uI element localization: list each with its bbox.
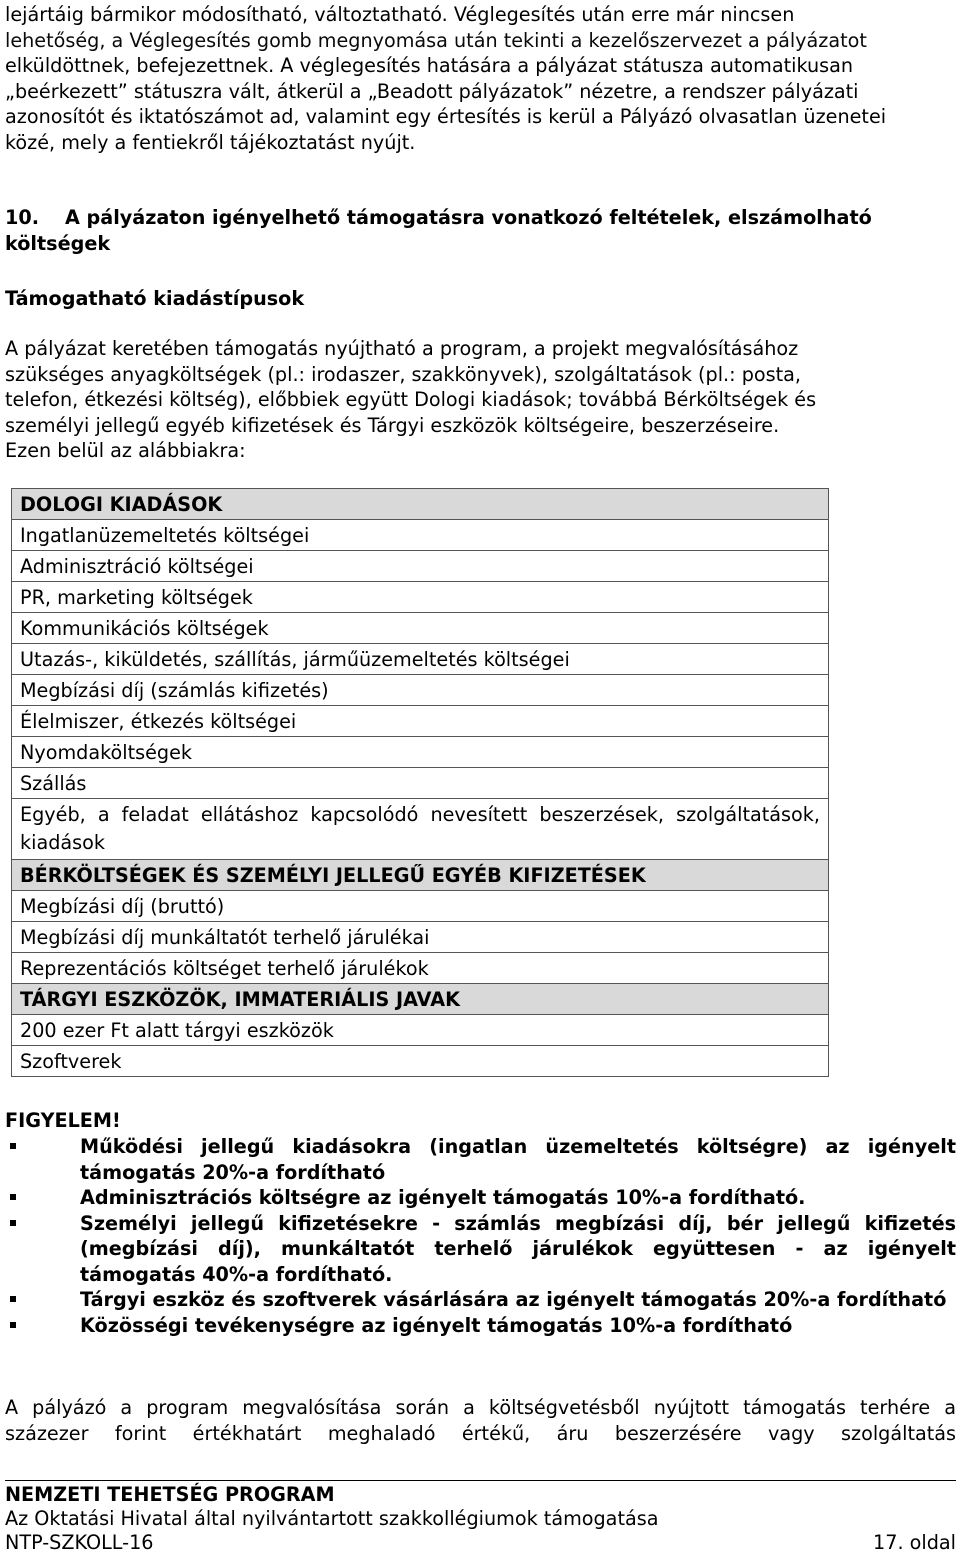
warning-list [5,1134,956,1338]
footer-program: NEMZETI TEHETSÉG PROGRAM [5,1483,335,1506]
support-line: szükséges anyagköltségek (pl.: irodaszer, szakkönyvek), szolgáltatások (pl.: posta, [5,362,801,386]
table-cell: Reprezentációs költséget terhelő járulékok [12,953,829,984]
intro-to-table: Ezen belül az alábbiakra: [5,439,246,462]
table-cell: Adminisztráció költségei [12,551,829,582]
table-cell: Megbízási díj (bruttó) [12,891,829,922]
table-cell: Megbízási díj (számlás kifizetés) [12,675,829,706]
square-bullet-icon [10,1143,16,1149]
table-row [12,551,829,582]
table-cell: Szállás [12,768,829,799]
warning-item: Tárgyi eszköz és szoftverek vásárlására az igényelt támogatás 20%-a fordítható [5,1287,956,1313]
intro-line: elküldöttnek, befejezettnek. A véglegesítés hatására a pályázat státusza automatikusan [5,54,854,77]
table-section-header-row [12,984,829,1015]
table-row [12,582,829,613]
table-row [12,953,829,984]
table-cell: Nyomdaköltségek [12,737,829,768]
table-section-header: BÉRKÖLTSÉGEK ÉS SZEMÉLYI JELLEGŰ EGYÉB KIFIZETÉSEK [12,860,829,891]
table-row [12,1015,829,1046]
table-row [12,675,829,706]
intro-line: „beérkezett” státuszra vált, átkerül a „Beadott pályázatok” nézetre, a rendszer pályázati [5,79,859,103]
footer-subtitle: Az Oktatási Hivatal által nyilvántartott szakkollégiumok támogatása [5,1507,659,1530]
support-line: személyi jellegű egyéb kifizetések és Tárgyi eszközök költségeire, beszerzéseire. [5,413,780,437]
table-cell: Élelmiszer, étkezés költségei [12,706,829,737]
table-row [12,520,829,551]
page-number: 17. oldal [873,1531,956,1554]
table-row [12,891,829,922]
table-cell: Szoftverek [12,1046,829,1077]
table-row [12,799,829,860]
table-section-header: TÁRGYI ESZKÖZÖK, IMMATERIÁLIS JAVAK [12,984,829,1015]
subheading: Támogatható kiadástípusok [5,287,305,310]
table-cell: Megbízási díj munkáltatót terhelő járulékai [12,922,829,953]
square-bullet-icon [10,1322,16,1328]
square-bullet-icon [10,1194,16,1200]
table-cell: 200 ezer Ft alatt tárgyi eszközök [12,1015,829,1046]
page-footer [5,1480,956,1555]
closing-line: A pályázó a program megvalósítása során a költségvetésből nyújtott támogatás terhére a [5,1396,956,1419]
table-cell: Kommunikációs költségek [12,613,829,644]
table-section-header: DOLOGI KIADÁSOK [12,489,829,520]
footer-code: NTP-SZKOLL-16 [5,1531,154,1554]
square-bullet-icon [10,1296,16,1302]
table-cell: Utazás-, kiküldetés, szállítás, járműüzemeltetés költségei [12,644,829,675]
intro-line: lehetőség, a Véglegesítés gomb megnyomása után tekinti a kezelőszervezet a pályázatot [5,28,867,52]
cost-category-table [11,488,829,1077]
table-section-header-row [12,860,829,891]
table-row [12,644,829,675]
section-title: A pályázaton igényelhető támogatásra vonatkozó feltételek, elszámolható [65,206,872,229]
warning-item: Adminisztrációs költségre az igényelt támogatás 10%-a fordítható. [5,1185,956,1211]
closing-paragraph [5,1395,956,1446]
intro-paragraph [5,2,956,155]
section-number: 10. [5,206,39,229]
footer-rule [5,1480,956,1481]
warning-item: Személyi jellegű kifizetésekre - számlás megbízási díj, bér jellegű kifizetés (megbízási díj), munkáltatót terhelő járulékok együttesen - az igényelt támogatás 40%-a fordítható. [5,1211,956,1288]
warning-item: Működési jellegű kiadásokra (ingatlan üzemeltetés költségre) az igényelt támogatás 20%-a fordítható [5,1134,956,1185]
support-line: telefon, étkezési költség), előbbiek együtt Dologi kiadások; továbbá Bérköltségek és [5,388,817,411]
table-cell: Ingatlanüzemeltetés költségei [12,520,829,551]
table-row [12,1046,829,1077]
table-row [12,922,829,953]
support-paragraph [5,336,956,438]
table-cell: PR, marketing költségek [12,582,829,613]
table-row [12,613,829,644]
intro-line: azonosítót és iktatószámot ad, valamint egy értesítés is kerül a Pályázó olvasatlan üzenetei [5,105,887,128]
table-row [12,768,829,799]
warning-title: FIGYELEM! [5,1109,121,1132]
support-line: A pályázat keretében támogatás nyújtható a program, a projekt megvalósításához [5,337,799,360]
intro-line: közé, mely a fentiekről tájékoztatást nyújt. [5,130,416,154]
table-section-header-row [12,489,829,520]
square-bullet-icon [10,1220,16,1226]
table-row [12,706,829,737]
section-title-continued: költségek [5,232,111,255]
section-heading [5,205,956,257]
closing-line: százezer forint értékhatárt meghaladó értékű, áru beszerzésére vagy szolgáltatás [5,1421,956,1445]
footer-meta [5,1531,956,1555]
intro-line: lejártáig bármikor módosítható, változtatható. Véglegesítés után erre már nincsen [5,3,795,26]
table-row [12,737,829,768]
warning-item: Közösségi tevékenységre az igényelt támogatás 10%-a fordítható [5,1313,956,1339]
table-cell: Egyéb, a feladat ellátáshoz kapcsolódó nevesített beszerzések, szolgáltatások, kiadások [12,799,829,860]
